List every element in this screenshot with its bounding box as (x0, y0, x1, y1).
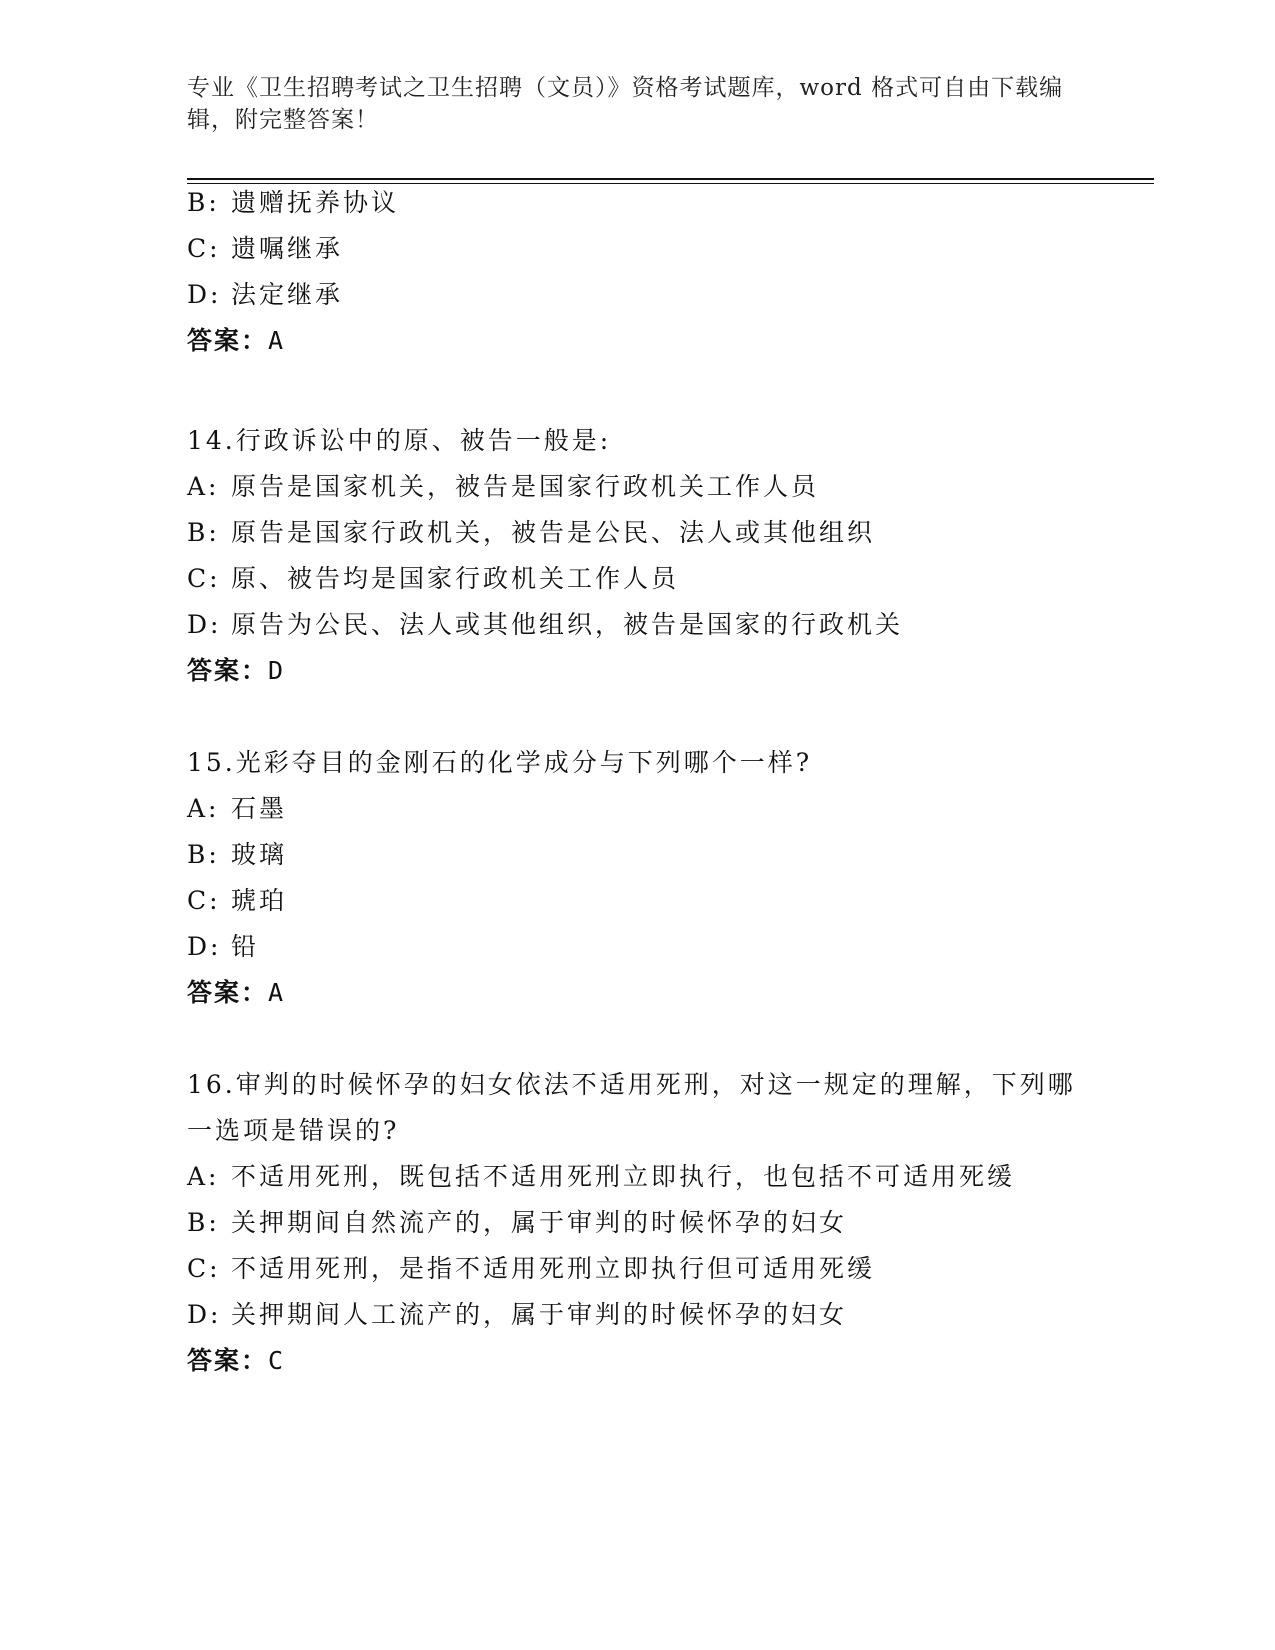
option-key: C: (187, 886, 221, 915)
answer-value: D (268, 656, 286, 685)
option-b (187, 1200, 1147, 1246)
option-a (187, 1154, 1147, 1200)
option-key: D: (187, 932, 222, 961)
answer-value: C (268, 1346, 286, 1375)
option-text: 铅 (231, 932, 260, 961)
option-text: 遗赠抚养协议 (231, 188, 400, 217)
option-key: C: (187, 234, 221, 263)
option-d (187, 1292, 1147, 1338)
option-text: 关押期间人工流产的，属于审判的时候怀孕的妇女 (231, 1300, 848, 1329)
option-key: A: (187, 472, 220, 501)
question-15 (187, 740, 1147, 1016)
question-stem: 15.光彩夺目的金刚石的化学成分与下列哪个一样? (187, 748, 813, 777)
option-b (187, 180, 1147, 226)
option-d (187, 602, 1147, 648)
option-text: 关押期间自然流产的，属于审判的时候怀孕的妇女 (231, 1208, 848, 1237)
option-key: D: (187, 280, 222, 309)
option-text: 石墨 (231, 794, 288, 823)
option-text: 原告是国家机关，被告是国家行政机关工作人员 (231, 472, 820, 501)
question-stem: 14.行政诉讼中的原、被告一般是: (187, 426, 612, 455)
option-a (187, 786, 1147, 832)
option-key: D: (187, 1300, 222, 1329)
answer-line (187, 1338, 1147, 1384)
option-text: 遗嘱继承 (231, 234, 344, 263)
option-c (187, 226, 1147, 272)
option-text: 原告为公民、法人或其他组织，被告是国家的行政机关 (231, 610, 904, 639)
option-key: B: (187, 840, 220, 869)
option-a (187, 464, 1147, 510)
option-text: 原告是国家行政机关，被告是公民、法人或其他组织 (231, 518, 876, 547)
option-key: B: (187, 1208, 220, 1237)
answer-label: 答案： (187, 326, 269, 355)
option-c (187, 878, 1147, 924)
option-d (187, 272, 1147, 318)
question-16 (187, 1062, 1147, 1384)
option-text: 原、被告均是国家行政机关工作人员 (231, 564, 680, 593)
answer-line (187, 318, 1147, 364)
option-b (187, 510, 1147, 556)
option-key: B: (187, 188, 220, 217)
answer-label: 答案： (187, 1346, 269, 1375)
answer-value: A (268, 326, 286, 355)
option-key: C: (187, 564, 221, 593)
option-key: A: (187, 794, 220, 823)
option-key: C: (187, 1254, 221, 1283)
option-key: A: (187, 1162, 220, 1191)
option-b (187, 832, 1147, 878)
option-d (187, 924, 1147, 970)
answer-label: 答案： (187, 978, 269, 1007)
question-stem: 16.审判的时候怀孕的妇女依法不适用死刑，对这一规定的理解，下列哪一选项是错误的? (187, 1070, 1076, 1145)
answer-line (187, 648, 1147, 694)
document-header: 专业《卫生招聘考试之卫生招聘（文员）》资格考试题库，word 格式可自由下载编辑，附完整答案！ (187, 75, 1064, 133)
option-text: 法定继承 (231, 280, 344, 309)
option-text: 不适用死刑，既包括不适用死刑立即执行，也包括不可适用死缓 (231, 1162, 1016, 1191)
option-c (187, 1246, 1147, 1292)
question-14 (187, 418, 1147, 694)
option-text: 不适用死刑，是指不适用死刑立即执行但可适用死缓 (231, 1254, 876, 1283)
answer-value: A (268, 978, 286, 1007)
option-c (187, 556, 1147, 602)
option-text: 琥珀 (231, 886, 288, 915)
option-key: B: (187, 518, 220, 547)
answer-line (187, 970, 1147, 1016)
option-key: D: (187, 610, 222, 639)
answer-label: 答案： (187, 656, 269, 685)
question-13-continued (187, 180, 1147, 364)
option-text: 玻璃 (231, 840, 288, 869)
